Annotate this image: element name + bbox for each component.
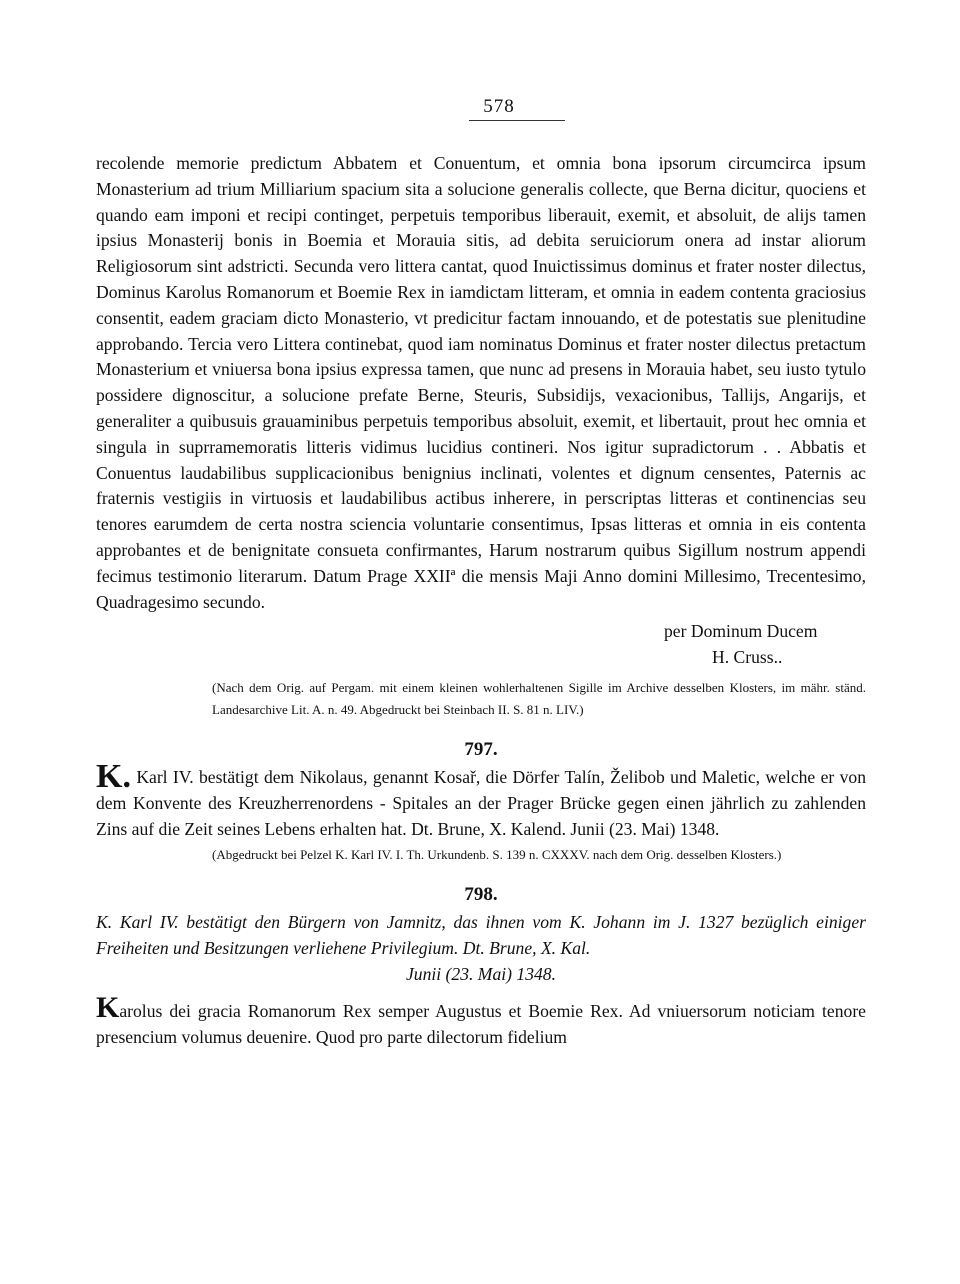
lead-letter: K. — [96, 757, 131, 795]
source-note-797: (Abgedruckt bei Pelzel K. Karl IV. I. Th. Urkundenb. S. 139 n. CXXXV. nach dem Orig. desselben Klosters.) — [212, 847, 782, 863]
signature-line-1: per Dominum Ducem — [664, 621, 818, 642]
summary-798 — [96, 910, 866, 987]
summary-797 — [96, 757, 866, 842]
summary-798-last: Junii (23. Mai) 1348. — [405, 963, 556, 984]
continuation-text: recolende memorie predictum Abbatem et Conuentum, et omnia bona ipsorum circumcirca ipsum Monasterium ad trium Milliarium spacium sita a solucione generalis collecte, que Berna dicitur, quociens et quando eam imponi et recipi continget, perpetuis temporibus liberauit, exemit, et absoluit, de alijs tamen ipsius Monasterij bonis in Boemia et Morauia sitis, ad debita seruiciorum onera ad instar aliorum Religiosorum sint adstricti. Secunda vero littera cantat, quod Inuictissimus dominus et frater noster dilectus, Dominus Karolus Romanorum et Boemie Rex in iamdictam litteram, et omnia in eadem contenta graciosius consentit, eadem graciam dicto Monasterio, vt predicitur factam innouando, et de potestatis sue plenitudine approbando. Tercia vero Littera continebat, quod iam nominatus Dominus et frater noster dilectus pretactum Monasterium et vniuersa bona ipsius expressa tamen, que nunc ad presens in Morauia habet, seu iusto tytulo possidere dignoscitur, a solucione prefate Berne, Steuris, Subsidijs, vexacionibus, Tallijs, Angarijs, et generaliter a quibusuis grauaminibus perpetuis temporibus absoluit, exemit, et libertauit, prout hec omnia et singula in suprramemoratis litteris vidimus lucidius contineri. Nos igitur supradictorum . . Abbatis et Conuentus laudabilibus supplicacionibus benignius inclinati, volentes et dignum censentes, Paternis ac fraternis vestigiis in virtuosis et laudabilibus actibus inherere, in perscriptas litteras et continencias seu tenores earumdem de certa nostra sciencia voluntarie consentimus, Ipsas litteras et omnia in eis contenta approbantes et de benignitate consueta confirmantes, Harum nostrarum quibus Sigillum nostrum appendi fecimus testimonio literarum. Datum Prage XXIIª die mensis Maji Anno domini Millesimo, Trecentesimo, Quadragesimo secundo. — [96, 153, 866, 612]
header-rule — [469, 120, 565, 121]
drop-cap: K — [96, 990, 120, 1024]
source-note-previous: (Nach dem Orig. auf Pergam. mit einem kleinen wohlerhaltenen Sigille im Archive desselben Klosters, im mähr. ständ. Landesarchive Lit. A. n. 49. Abgedruckt bei Steinbach II. S. 81 n. LIV.) — [212, 679, 866, 717]
body-798 — [96, 990, 866, 1051]
summary-797-text: Karl IV. bestätigt dem Nikolaus, genannt Kosař, die Dörfer Talín, Želibob und Maletic, welche er von dem Konvente des Kreuzherrenordens - Spitales an der Prager Brücke gegen einen jährlich zu zahlenden Zins auf die Zeit seines Lebens erhalten hat. Dt. Brune, X. Kalend. Junii (23. Mai) 1348. — [96, 766, 866, 839]
summary-798-main: K. Karl IV. bestätigt den Bürgern von Jamnitz, das ihnen vom K. Johann im J. 1327 bezüglich einiger Freiheiten und Besitzungen verliehene Privilegium. Dt. Brune, X. Kal. — [96, 912, 866, 959]
document-page — [96, 96, 866, 1050]
signature-line-2: H. Cruss.. — [712, 647, 783, 668]
body-798-text: arolus dei gracia Romanorum Rex semper Augustus et Boemie Rex. Ad vniuersorum noticiam tenore presencium volumus deuenire. Quod pro parte dilectorum fidelium — [96, 1000, 866, 1047]
document-number-798: 798. — [464, 884, 498, 906]
document-number-797: 797. — [464, 738, 498, 760]
page-number: 578 — [483, 96, 515, 117]
